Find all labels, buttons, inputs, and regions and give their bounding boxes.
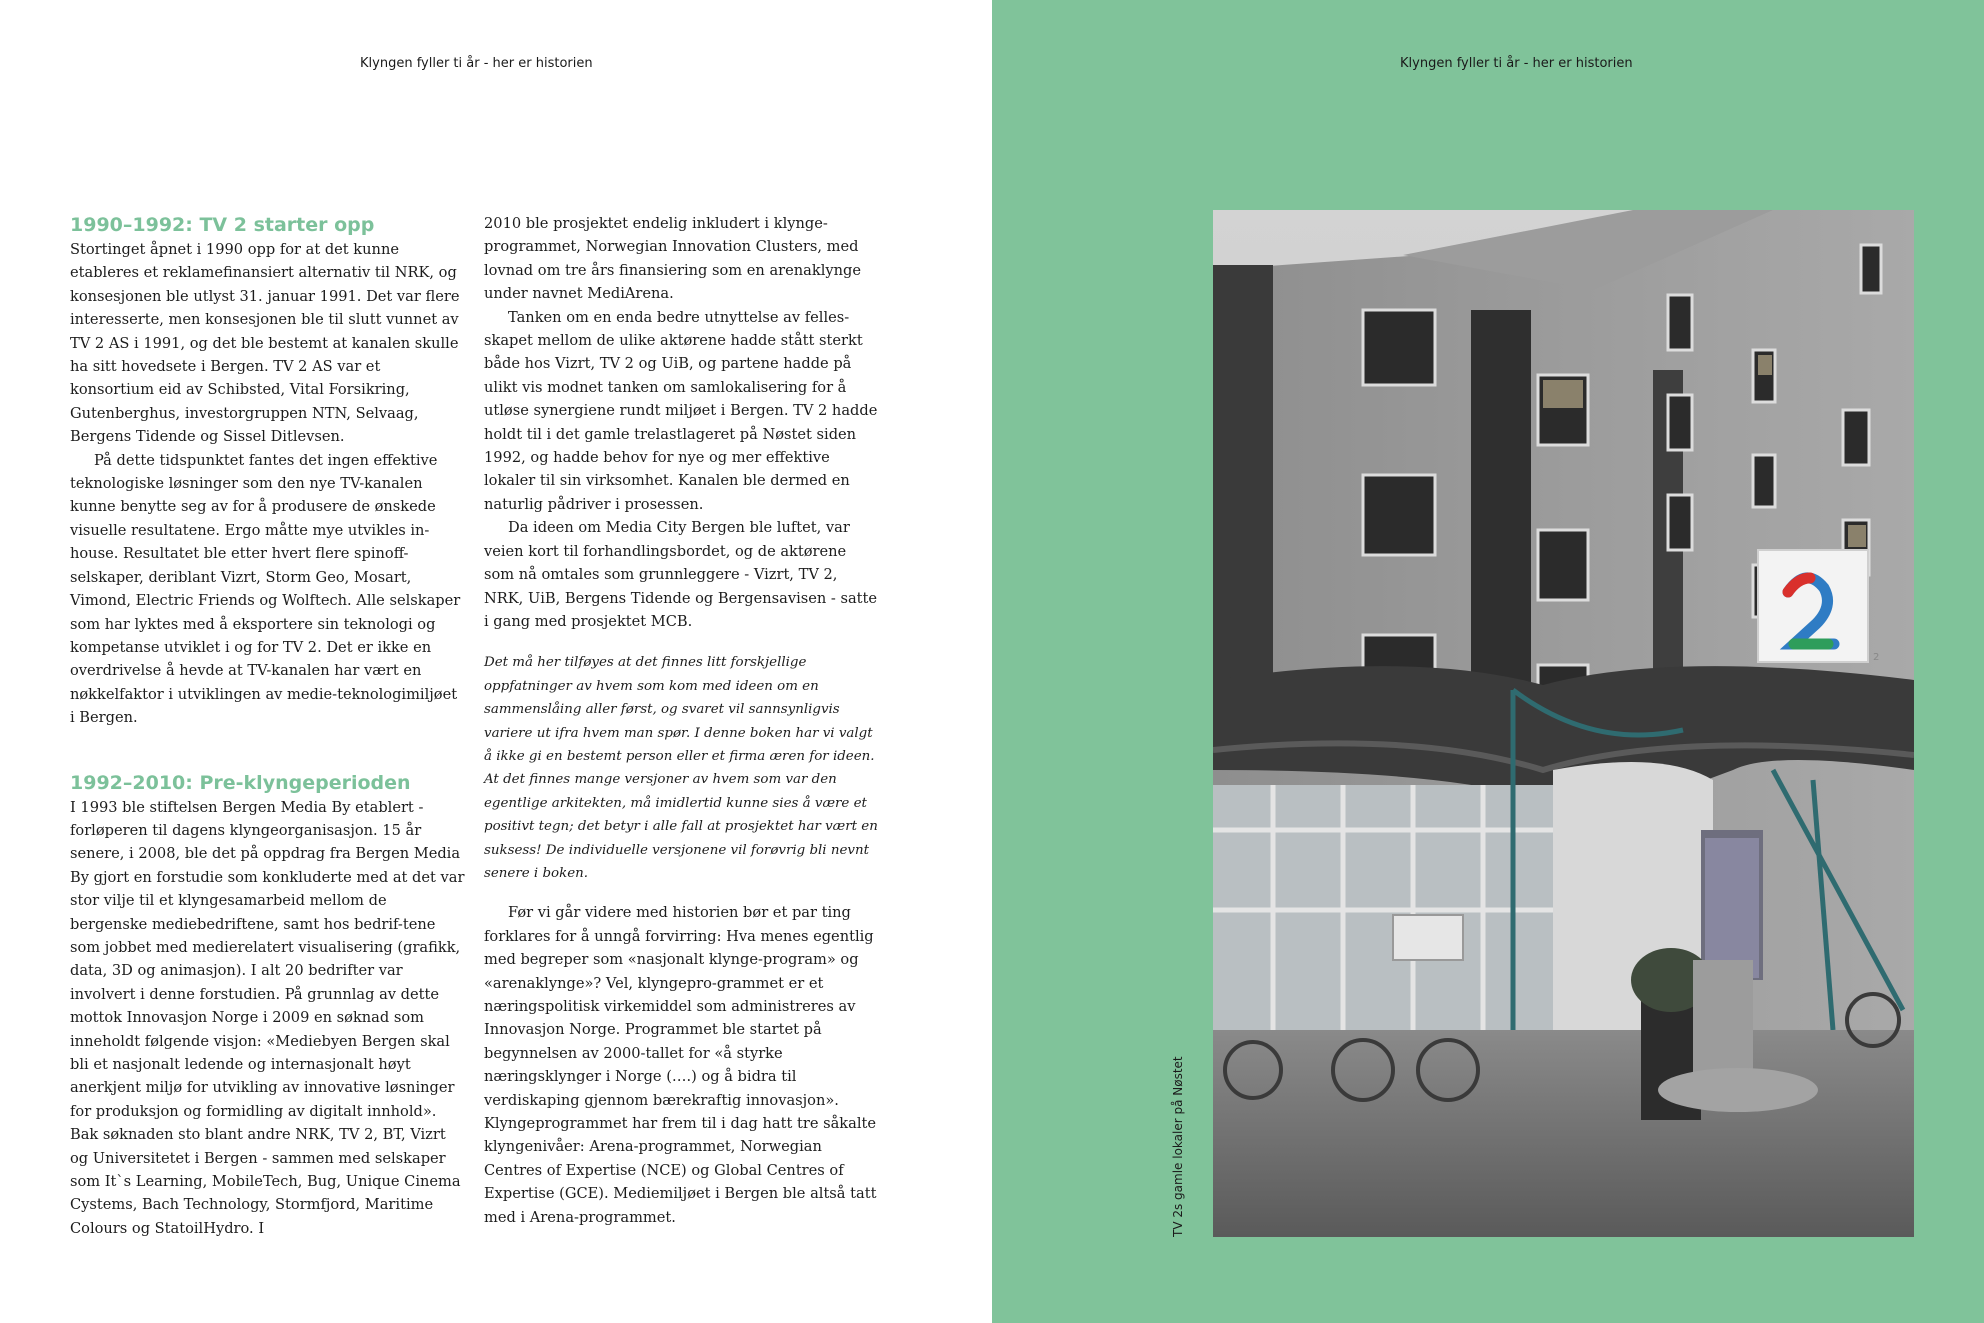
running-head-left: Klyngen fyller ti år - her er historien <box>360 56 593 71</box>
section-heading-1990: 1990–1992: TV 2 starter opp <box>70 214 375 236</box>
text-column-1 <box>70 212 466 1240</box>
photo-caption: TV 2s gamle lokaler på Nøstet <box>1171 1056 1185 1237</box>
paragraph: I 1993 ble stiftelsen Bergen Media By etablert - forløperen til dagens klyngeorganisasjon. 15 år senere, i 2008, ble det på oppdrag fra Bergen Media By gjort en forstudie som konkluderte med at det var stor vilje til et klyngesamarbeid mellom de bergenske mediebedriftene, samt hos bedrif-tene som jobbet med medierelatert visualisering (grafikk, data, 3D og animasjon). I alt 20 bedrifter var involvert i denne forstudien. På grunnlag av dette mottok Innovasjon Norge i 2009 en søknad som inneholdt følgende visjon: «Mediebyen Bergen skal bli et nasjonalt ledende og internasjonalt høyt anerkjent miljø for utvikling av innovative løsninger for produksjon og formidling av digitalt innhold». Bak søknaden sto blant andre NRK, TV 2, BT, Vizrt og Universitetet i Bergen - sammen med selskaper som It`s Learning, MobileTech, Bug, Unique Cinema Cystems, Bach Technology, Stormfjord, Maritime Colours og StatoilHydro. I <box>70 798 465 1237</box>
paragraph: På dette tidspunktet fantes det ingen effektive teknologiske løsninger som den nye TV-kanalen kunne benytte seg av for å produsere de ønskede visuelle resultatene. Ergo måtte mye utvikles in-house. Resultatet ble etter hvert flere spinoff-selskaper, deriblant Vizrt, Storm Geo, Mosart, Vimond, Electric Friends og Wolftech. Alle selskaper som har lyktes med å eksportere sin teknologi og kompetanse utviklet i og for TV 2. Det er ikke en overdrivelse å hevde at TV-kanalen har vært en nøkkelfaktor i utviklingen av medie-teknologimiljøet i Bergen. <box>70 451 461 727</box>
tv2-logo-text: 2 <box>1873 652 1880 663</box>
paragraph: 2010 ble prosjektet endelig inkludert i klynge-programmet, Norwegian Innovation Clusters, med lovnad om tre års finansiering som en arenaklynge under navnet MediArena. <box>484 215 861 303</box>
paragraph: Stortinget åpnet i 1990 opp for at det kunne etableres et reklamefinansiert alternativ til NRK, og konsesjonen ble utlyst 31. januar 1991. Det var flere interesserte, men konsesjonen ble til slutt vunnet av TV 2 AS i 1991, og det ble bestemt at kanalen skulle ha sitt hovedsete i Bergen. TV 2 AS var et konsortium eid av Schibsted, Vital Forsikring, Gutenberghus, investorgruppen NTN, Selvaag, Bergens Tidende og Sissel Ditlevsen. <box>70 241 460 446</box>
text-column-2 <box>484 212 880 1229</box>
paragraph: Før vi går videre med historien bør et par ting forklares for å unngå forvirring: Hva menes egentlig med begreper som «nasjonalt klynge-program» og «arenaklynge»? Vel, klyngepro-grammet er et næringspolitisk virkemiddel som administreres av Innovasjon Norge. Programmet ble startet på begynnelsen av 2000-tallet for «å styrke næringsklynger i Norge (….) og å bidra til verdiskaping gjennom bærekraftig innovasjon». Klyngeprogrammet har frem til i dag hatt tre såkalte klyngenivåer: Arena-programmet, Norwegian Centres of Expertise (NCE) og Global Centres of Expertise (GCE). Mediemiljøet i Bergen ble altså tatt med i Arena-programmet. <box>484 904 877 1226</box>
paragraph: Tanken om en enda bedre utnyttelse av felles-skapet mellom de ulike aktørene hadde stått sterkt både hos Vizrt, TV 2 og UiB, og partene hadde på ulikt vis modnet tanken om samlokalisering for å utløse synergiene rundt miljøet i Bergen. TV 2 hadde holdt til i det gamle trelastlageret på Nøstet siden 1992, og hadde behov for nye og mer effektive lokaler til sin virksomhet. Kanalen ble dermed en naturlig pådriver i prosessen. <box>484 308 878 513</box>
running-head-right: Klyngen fyller ti år - her er historien <box>1400 56 1633 71</box>
italic-note: Det må her tilføyes at det finnes litt forskjellige oppfatninger av hvem som kom med ideen om en sammenslåing aller først, og svaret vil sannsynligvis variere ut ifra hvem man spør. I denne boken har vi valgt å ikke gi en bestemt person eller et firma æren for ideen. At det finnes mange versjoner av hvem som var den egentlige arkitekten, må imidlertid kunne sies å være et positivt tegn; det betyr i alle fall at prosjektet har vært en suksess! De individuelle versjonene vil forøvrig bli nevnt senere i boken. <box>484 655 878 881</box>
building-photo <box>1213 210 1914 1237</box>
paragraph: Da ideen om Media City Bergen ble luftet, var veien kort til forhandlingsbordet, og de aktørene som nå omtales som grunnleggere - Vizrt, TV 2, NRK, UiB, Bergens Tidende og Bergensavisen - satte i gang med prosjektet MCB. <box>484 519 878 630</box>
section-heading-1992: 1992–2010: Pre-klyngeperioden <box>70 771 411 794</box>
